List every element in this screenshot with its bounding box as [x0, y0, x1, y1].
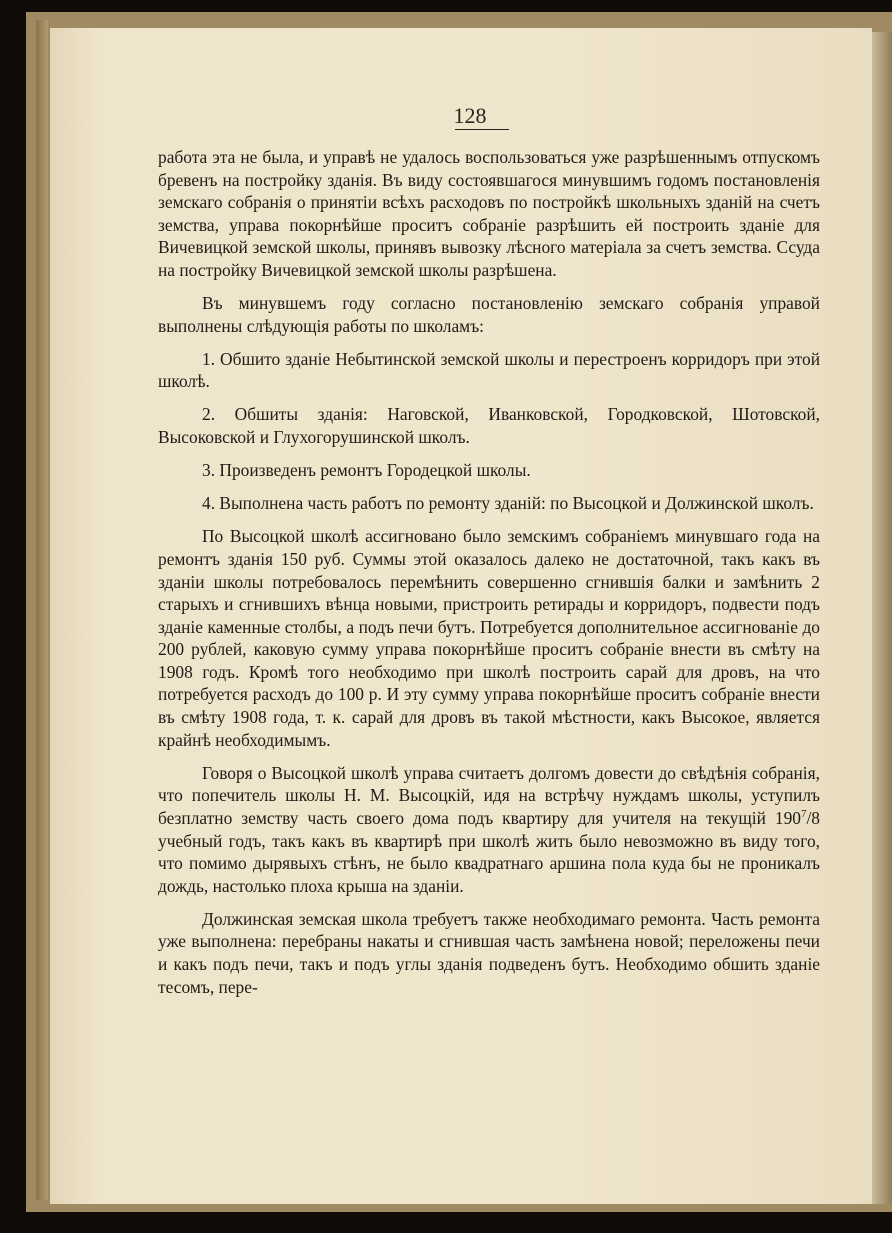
- paragraph-trustee: [158, 762, 820, 898]
- year-superscript: 7: [800, 808, 807, 821]
- page-edge: [872, 32, 892, 1204]
- paragraph-vysotskaya-school: По Высоцкой школѣ ассигновано было земскимъ собраніемъ минувшаго года на ремонтъ зданія 150 руб. Суммы этой оказалось далеко не достаточной, такъ какъ въ зданіи школы потребовалось перемѣнить совершенно сгнившія балки и замѣнить 2 старыхъ и сгнившихъ вѣнца новыми, пристроить ретирады и корридоръ, подвести подъ зданіе каменные столбы, а подъ печи бутъ. Потребуется дополнительное ассигнованіе до 200 рублей, каковую сумму управа покорнѣйше проситъ собраніе внести въ смѣту на 1908 годъ. Кромѣ того необходимо при школѣ построить сарай для дровъ, на что потребуется расходъ до 100 р. И эту сумму управа покорнѣйше проситъ собраніе внести въ смѣту 1908 года, т. к. сарай для дровъ въ такой мѣстности, какъ Высокое, является крайнѣ необходимымъ.: [158, 526, 820, 750]
- paragraph-dolzhinskaya-school: Должинская земская школа требуетъ также необходимаго ремонта. Часть ремонта уже выполнена: перебраны накаты и сгнившая часть замѣнена новой; переложены печи и какъ подъ печи, такъ и подъ углы зданія подведенъ бутъ. Необходимо обшить зданіе тесомъ, пере-: [158, 908, 820, 997]
- paragraph-1: работа эта не была, и управѣ не удалось воспользоваться уже разрѣшеннымъ отпускомъ бревенъ на постройку зданія. Въ виду состоявшагося минувшимъ годомъ постановленія земскаго собранія о принятіи всѣхъ расходовъ по постройкѣ школьныхъ зданій на счетъ земства, управа покорнѣйше проситъ собраніе разрѣшить ей построить зданіе для Вичевицкой земской школы, принявъ вывозку лѣсного матеріала за счетъ земства. Ссуда на постройку Вичевицкой земской школы разрѣшена.: [158, 147, 820, 280]
- list-item-1: 1. Обшито зданіе Небытинской земской школы и перестроенъ корридоръ при этой школѣ.: [158, 348, 820, 392]
- book-spine: [36, 20, 48, 1200]
- list-item-3: 3. Произведенъ ремонтъ Городецкой школы.: [202, 460, 531, 481]
- page-number-rule: [455, 129, 509, 130]
- paragraph-2: Въ минувшемъ году согласно постановленію земскаго собранія управой выполнены слѣдующія работы по школамъ:: [158, 293, 820, 336]
- list-item-2: 2. Обшиты зданія: Наговской, Иванковской, Городковской, Шотовской, Высоковской и Глухогорушинской школъ.: [158, 404, 820, 448]
- list-item-4: 4. Выполнена часть работъ по ремонту зданій: по Высоцкой и Должинской школъ.: [202, 493, 814, 514]
- page-body: [158, 146, 820, 1009]
- paragraph-trustee-part-1: Говоря о Высоцкой школѣ управа считаетъ долгомъ довести до свѣдѣнія собранія, что попечитель школы Н. М. Высоцкій, идя на встрѣчу нуждамъ школы, уступилъ безплатно земству часть своего дома подъ квартиру для учителя на текущій 190: [158, 762, 820, 828]
- page-number: 128: [453, 103, 487, 128]
- paragraph-trustee-part-2: /8 учебный годъ, такъ какъ въ квартирѣ при школѣ жить было невозможно въ виду того, что помимо дырявыхъ стѣнъ, не было квадратнаго аршина пола куда бы не проникалъ дождь, настолько плоха крыша на зданіи.: [158, 807, 820, 896]
